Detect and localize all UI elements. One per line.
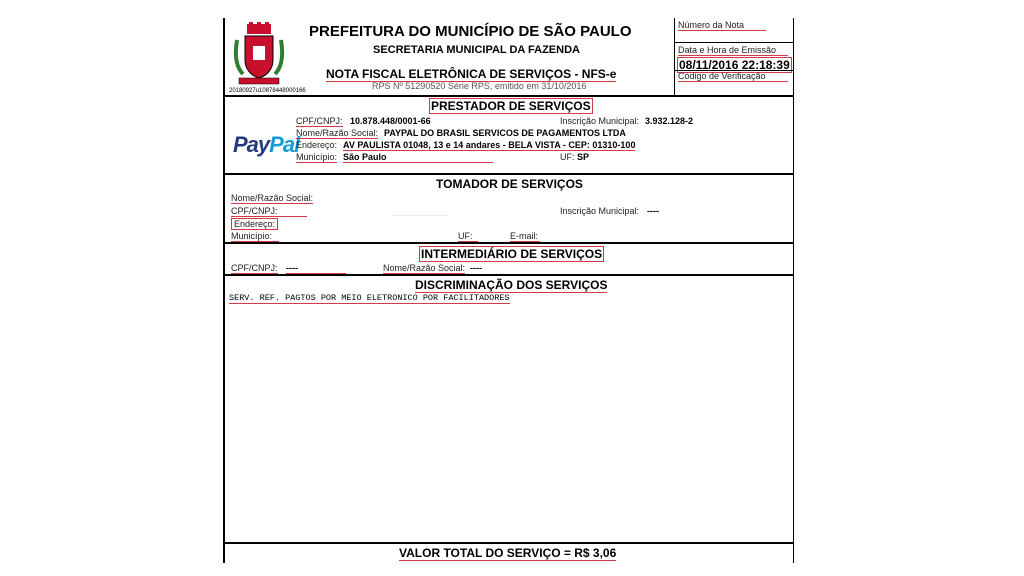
tomador-email-label: E-mail: <box>510 231 539 241</box>
divider <box>225 542 793 544</box>
discriminacao-title: DISCRIMINAÇÃO DOS SERVIÇOS <box>415 278 608 292</box>
intermediario-nome: ---- <box>470 263 482 273</box>
emissao-value: 08/11/2016 22:18:39 <box>679 58 790 72</box>
verificacao-label: Código de Verificação <box>678 71 788 82</box>
tomador-uf-label: UF: <box>458 231 478 242</box>
numero-nota-divider <box>674 42 793 43</box>
divider <box>225 173 793 175</box>
prestador-uf: SP <box>577 152 590 162</box>
discriminacao-text: SERV. REF. PAGTOS POR MEIO ELETRONICO POR FACILITADORES <box>229 293 510 303</box>
tomador-cnpj-blank <box>393 215 447 216</box>
header-subtitle: SECRETARIA MUNICIPAL DA FAZENDA <box>373 44 580 56</box>
emissao-label: Data e Hora de Emissão <box>678 45 788 56</box>
tomador-im-label: Inscrição Municipal: <box>560 206 640 216</box>
prestador-municipio: São Paulo <box>343 152 493 163</box>
header-rps: RPS Nº 51290520 Série RPS, emitido em 31/10/2016 <box>372 81 587 91</box>
prestador-endereco: AV PAULISTA 01048, 13 e 14 andares - BELA VISTA - CEP: 01310-100 <box>343 140 636 150</box>
intermediario-nome-label: Nome/Razão Social: <box>383 263 466 273</box>
intermediario-cnpj-label: CPF/CNPJ: <box>231 263 278 273</box>
tomador-cnpj-label: CPF/CNPJ: <box>231 206 307 217</box>
prestador-nome: PAYPAL DO BRASIL SERVICOS DE PAGAMENTOS LTDA <box>384 128 626 138</box>
prestador-nome-label: Nome/Razão Social: <box>296 128 379 138</box>
header-doc-type: NOTA FISCAL ELETRÔNICA DE SERVIÇOS - NFS-e <box>326 67 617 81</box>
prestador-im: 3.932.128-2 <box>645 116 694 126</box>
tomador-nome-label: Nome/Razão Social: <box>231 193 314 203</box>
paypal-logo <box>233 132 299 158</box>
tomador-municipio-label: Município: <box>231 231 279 242</box>
tomador-endereco-label: Endereço: <box>231 218 278 230</box>
prestador-uf-label: UF: <box>560 152 575 162</box>
header-code: 20180927u10878448000166 <box>229 88 306 94</box>
divider <box>225 95 793 97</box>
tomador-im: ---- <box>647 206 659 216</box>
intermediario-title: INTERMEDIÁRIO DE SERVIÇOS <box>421 247 603 261</box>
tomador-title: TOMADOR DE SERVIÇOS <box>436 177 583 191</box>
prestador-title: PRESTADOR DE SERVIÇOS <box>431 99 591 113</box>
prestador-municipio-label: Município: <box>296 152 338 162</box>
intermediario-cnpj: ---- <box>286 263 346 274</box>
prestador-cnpj: 10.878.448/0001-66 <box>350 116 431 126</box>
nfse-document <box>223 18 794 563</box>
header-right-divider <box>674 18 675 96</box>
prestador-im-label: Inscrição Municipal: <box>560 116 640 126</box>
divider <box>225 274 793 276</box>
paypal-logo-pay: Pay <box>233 132 270 157</box>
city-crest-icon <box>233 22 285 88</box>
valor-total: VALOR TOTAL DO SERVIÇO = R$ 3,06 <box>399 546 617 560</box>
divider <box>225 242 793 244</box>
paypal-logo-pal: Pal <box>269 132 300 157</box>
header-title: PREFEITURA DO MUNICÍPIO DE SÃO PAULO <box>309 23 632 40</box>
prestador-cnpj-label: CPF/CNPJ: <box>296 116 343 126</box>
prestador-endereco-label: Endereço: <box>296 140 338 150</box>
numero-nota-label: Número da Nota <box>678 20 766 31</box>
